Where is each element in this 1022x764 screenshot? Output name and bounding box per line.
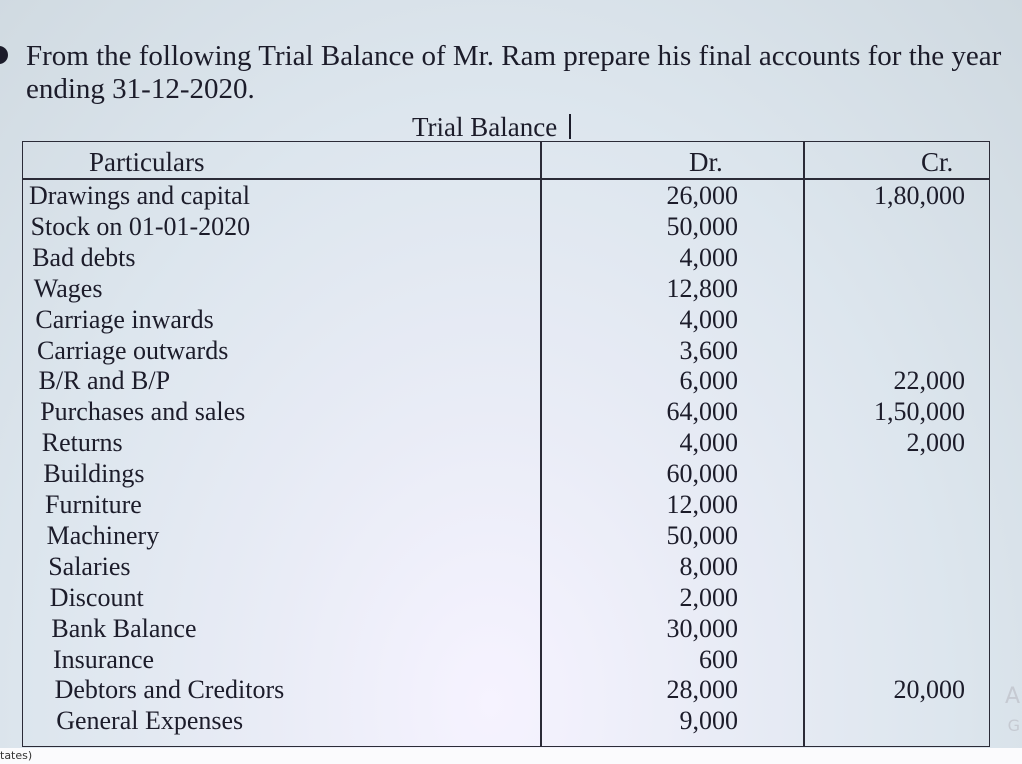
cell-particulars: B/R and B/P (38, 366, 171, 396)
table-caption-text: Trial Balance (412, 112, 558, 142)
cell-particulars: Furniture (45, 490, 142, 519)
cell-particulars: Bank Balance (51, 613, 197, 643)
table-row (23, 705, 989, 736)
question-text (26, 40, 1022, 106)
cell-particulars: Wages (33, 273, 103, 303)
table-row (23, 273, 989, 304)
edge-glyph-1: A (1004, 684, 1020, 709)
table-row (23, 211, 989, 242)
cell-dr: 60,000 (666, 459, 738, 489)
cell-particulars: Insurance (53, 644, 155, 674)
cell-cr: 1,80,000 (874, 181, 965, 210)
cell-particulars: Machinery (46, 520, 160, 550)
cell-particulars: General Expenses (56, 706, 244, 736)
table-row (23, 551, 989, 582)
cell-particulars: Carriage outwards (37, 335, 229, 365)
cell-particulars: Drawings and capital (29, 181, 250, 210)
table-row (23, 613, 989, 644)
cell-particulars: Stock on 01-01-2020 (30, 211, 251, 241)
status-bar (0, 748, 1022, 764)
cell-dr: 600 (699, 644, 738, 674)
cell-dr: 4,000 (679, 428, 738, 458)
status-fragment: tates) (0, 749, 33, 762)
cell-particulars: Discount (49, 582, 144, 612)
table-row (23, 644, 989, 675)
cell-dr: 9,000 (679, 706, 738, 736)
cell-particulars: Debtors and Creditors (54, 675, 285, 705)
table-row (23, 458, 989, 489)
edge-glyph-2: G (1007, 716, 1020, 735)
cell-cr: 2,000 (906, 428, 965, 458)
cell-dr: 12,800 (666, 273, 738, 303)
cell-cr: 1,50,000 (874, 397, 965, 427)
header-particulars: Particulars (89, 147, 205, 177)
question-line-1: From the following Trial Balance of Mr. Ram prepare his final accounts for the year (26, 40, 1002, 72)
cell-dr: 30,000 (666, 613, 738, 643)
table-row (23, 335, 989, 366)
question-bullet (0, 46, 8, 64)
cell-cr: 22,000 (893, 366, 965, 396)
cell-dr: 12,000 (666, 490, 738, 519)
cell-dr: 50,000 (666, 211, 738, 241)
header-cr: Cr. (921, 147, 954, 177)
cell-particulars: Returns (41, 428, 123, 458)
question-line-2: ending 31-12-2020. (26, 73, 255, 105)
cell-dr: 64,000 (666, 397, 738, 427)
cell-dr: 50,000 (666, 520, 738, 550)
table-row (23, 396, 989, 427)
cell-dr: 8,000 (679, 551, 738, 581)
cell-dr: 4,000 (679, 304, 738, 334)
cell-dr: 4,000 (679, 242, 738, 272)
cell-dr: 6,000 (679, 366, 738, 396)
table-row (23, 582, 989, 613)
cell-dr: 28,000 (666, 675, 738, 705)
trial-balance-table (22, 141, 990, 747)
table-row (23, 304, 989, 335)
table-row (23, 180, 989, 211)
cell-cr: 20,000 (893, 675, 965, 705)
cell-particulars: Bad debts (32, 242, 136, 272)
table-row (23, 365, 989, 396)
cell-particulars: Purchases and sales (40, 397, 246, 427)
cell-dr: 26,000 (666, 181, 738, 210)
table-row (23, 674, 989, 705)
header-dr: Dr. (689, 147, 723, 177)
table-row (23, 489, 989, 520)
cell-dr: 3,600 (679, 335, 738, 365)
table-row (23, 242, 989, 273)
table-caption (412, 110, 571, 144)
table-row (23, 427, 989, 458)
cell-particulars: Carriage inwards (35, 304, 214, 334)
cell-particulars: Buildings (43, 459, 145, 489)
text-cursor-icon (569, 114, 571, 139)
cell-particulars: Salaries (48, 551, 131, 581)
table-row (23, 520, 989, 551)
cell-dr: 2,000 (679, 582, 738, 612)
